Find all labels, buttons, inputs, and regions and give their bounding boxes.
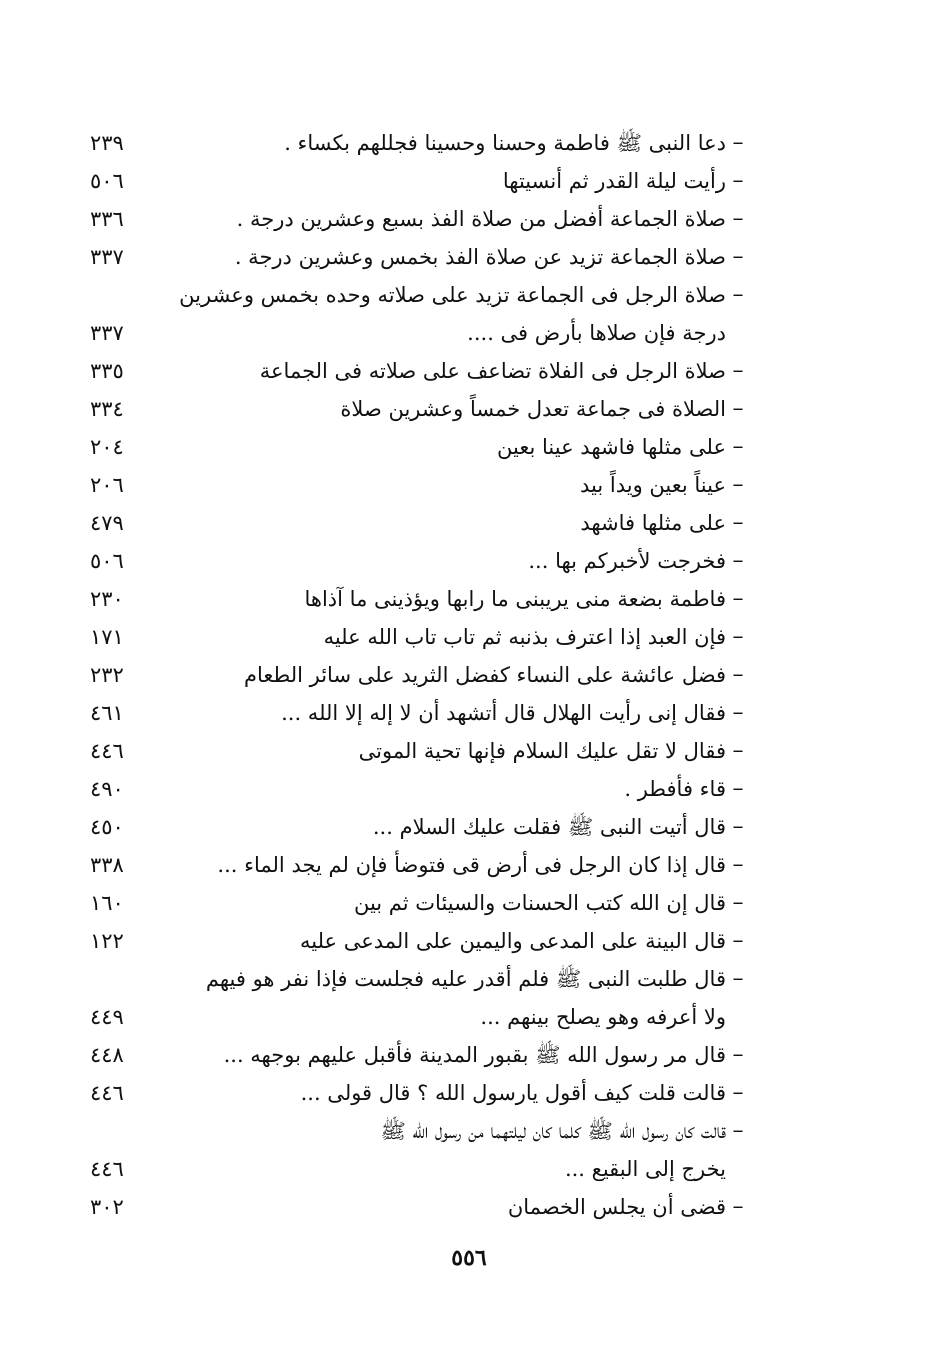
index-entry xyxy=(90,580,750,618)
entry-text: قال طلبت النبى ﷺ فلم أقدر عليه فجلست فإذا نفر هو فيهم xyxy=(205,967,726,991)
entry-text: فاطمة بضعة منى يريبنى ما رابها ويؤذينى ما آذاها xyxy=(304,587,726,611)
index-entry xyxy=(90,276,750,314)
entry-dash: – xyxy=(732,282,744,307)
entry-dash: – xyxy=(732,396,744,421)
entry-text: قال إذا كان الرجل فى أرض قى فتوضأ فإن لم يجد الماء ... xyxy=(217,853,726,877)
entry-page-number: ٢٠٦ xyxy=(90,473,124,497)
entry-page-number: ٢٣٠ xyxy=(90,587,124,611)
entry-text: قضى أن يجلس الخصمان xyxy=(507,1195,726,1219)
entry-text: دعا النبى ﷺ فاطمة وحسنا وحسينا فجللهم بكساء . xyxy=(284,131,726,155)
entry-text: رأيت ليلة القدر ثم أنسيتها xyxy=(502,169,726,193)
entry-dash: – xyxy=(732,1042,744,1067)
entry-page-number: ٤٤٩ xyxy=(90,1005,124,1029)
entry-page-number: ٣٣٥ xyxy=(90,359,124,383)
entry-dash: – xyxy=(732,852,744,877)
entry-page-number: ٢٣٩ xyxy=(90,131,124,155)
index-entry xyxy=(90,922,750,960)
index-entry xyxy=(90,884,750,922)
entry-text: قالت قلت كيف أقول يارسول الله ؟ قال قولى ... xyxy=(300,1081,726,1105)
entry-dash: – xyxy=(732,928,744,953)
entry-text: فقال إنى رأيت الهلال قال أتشهد أن لا إله إلا الله ... xyxy=(281,701,726,725)
page-number: ٥٥٦ xyxy=(451,1245,487,1271)
entry-page-number: ٤٤٦ xyxy=(90,1157,124,1181)
entry-dash: – xyxy=(732,1118,744,1143)
entry-page-number: ١٦٠ xyxy=(90,891,124,915)
entry-dash: – xyxy=(732,206,744,231)
index-entry xyxy=(90,428,750,466)
index-entry xyxy=(90,1112,750,1150)
index-entry xyxy=(90,998,750,1036)
index-entry xyxy=(90,846,750,884)
index-entry xyxy=(90,352,750,390)
entry-page-number: ٤٦١ xyxy=(90,701,124,725)
entry-text: عيناً بعين ويداً بيد xyxy=(580,473,726,497)
entry-dash: – xyxy=(732,662,744,687)
entry-page-number: ٣٠٢ xyxy=(90,1195,124,1219)
index-entry xyxy=(90,732,750,770)
entry-dash: – xyxy=(732,472,744,497)
entry-text: على مثلها فاشهد xyxy=(580,511,726,535)
entry-page-number: ٤٤٦ xyxy=(90,1081,124,1105)
entry-dash: – xyxy=(732,168,744,193)
index-entry xyxy=(90,1150,750,1188)
entry-page-number: ٣٣٨ xyxy=(90,853,124,877)
index-entry xyxy=(90,314,750,352)
entry-dash: – xyxy=(732,130,744,155)
index-entry xyxy=(90,1188,750,1226)
index-entry xyxy=(90,124,750,162)
entry-text: الصلاة فى جماعة تعدل خمساً وعشرين صلاة xyxy=(340,397,726,421)
entry-dash: – xyxy=(732,966,744,991)
entry-dash: – xyxy=(732,510,744,535)
entry-dash: – xyxy=(732,358,744,383)
entry-text: فإن العبد إذا اعترف بذنبه ثم تاب تاب الله عليه xyxy=(323,625,726,649)
entry-dash: – xyxy=(732,244,744,269)
entry-text: صلاة الجماعة تزيد عن صلاة الفذ بخمس وعشرين درجة . xyxy=(234,245,726,269)
entry-text: قال أتيت النبى ﷺ فقلت عليك السلام ... xyxy=(372,815,726,839)
entry-dash: – xyxy=(732,548,744,573)
entry-text: على مثلها فاشهد عينا بعين xyxy=(497,435,726,459)
entry-text: ولا أعرفه وهو يصلح بينهم ... xyxy=(480,1005,726,1029)
entry-page-number: ٢٠٤ xyxy=(90,435,124,459)
entry-page-number: ٤٩٠ xyxy=(90,777,124,801)
entry-text: صلاة الجماعة أفضل من صلاة الفذ بسبع وعشرين درجة . xyxy=(236,207,726,231)
entry-text: فقال لا تقل عليك السلام فإنها تحية الموتى xyxy=(358,739,726,763)
index-entry xyxy=(90,542,750,580)
index-entry xyxy=(90,1074,750,1112)
entry-dash: – xyxy=(732,434,744,459)
entry-page-number: ٤٤٨ xyxy=(90,1043,124,1067)
index-entry xyxy=(90,466,750,504)
entry-text: قال إن الله كتب الحسنات والسيئات ثم بين xyxy=(353,891,726,915)
entry-dash: – xyxy=(732,738,744,763)
entry-page-number: ٣٣٤ xyxy=(90,397,124,421)
hadith-index-list xyxy=(90,124,750,1226)
entry-text: قال مر رسول الله ﷺ بقبور المدينة فأقبل عليهم بوجهه ... xyxy=(223,1043,726,1067)
entry-dash: – xyxy=(732,586,744,611)
entry-text: صلاة الرجل فى الجماعة تزيد على صلاته وحده بخمس وعشرين xyxy=(179,283,726,307)
entry-text: صلاة الرجل فى الفلاة تضاعف على صلاته فى الجماعة xyxy=(259,359,726,383)
entry-dash: – xyxy=(732,624,744,649)
entry-page-number: ٤٤٦ xyxy=(90,739,124,763)
index-entry xyxy=(90,162,750,200)
index-entry xyxy=(90,200,750,238)
entry-text: درجة فإن صلاها بأرض فى .... xyxy=(467,321,726,345)
entry-page-number: ٣٣٦ xyxy=(90,207,124,231)
entry-page-number: ١٧١ xyxy=(90,625,124,649)
entry-page-number: ٥٠٦ xyxy=(90,549,124,573)
entry-text: قالت كان رسول الله ﷺ كلما كان ليلتهما من رسول الله ﷺ xyxy=(380,1119,726,1143)
entry-dash: – xyxy=(732,890,744,915)
entry-text: فضل عائشة على النساء كفضل الثريد على سائر الطعام xyxy=(243,663,726,687)
entry-page-number: ١٢٢ xyxy=(90,929,124,953)
entry-page-number: ٤٥٠ xyxy=(90,815,124,839)
entry-dash: – xyxy=(732,700,744,725)
entry-dash: – xyxy=(732,1080,744,1105)
index-entry xyxy=(90,504,750,542)
index-entry xyxy=(90,960,750,998)
index-entry xyxy=(90,238,750,276)
entry-dash: – xyxy=(732,814,744,839)
index-entry xyxy=(90,1036,750,1074)
entry-text: قاء فأفطر . xyxy=(624,777,726,801)
index-entry xyxy=(90,808,750,846)
index-entry xyxy=(90,770,750,808)
entry-text: قال البينة على المدعى واليمين على المدعى عليه xyxy=(299,929,726,953)
entry-page-number: ٥٠٦ xyxy=(90,169,124,193)
entry-dash: – xyxy=(732,776,744,801)
index-entry xyxy=(90,390,750,428)
entry-page-number: ٢٣٢ xyxy=(90,663,124,687)
entry-text: فخرجت لأخبركم بها ... xyxy=(528,549,726,573)
entry-page-number: ٤٧٩ xyxy=(90,511,124,535)
entry-text: يخرج إلى البقيع ... xyxy=(564,1157,726,1181)
index-entry xyxy=(90,656,750,694)
entry-page-number: ٣٣٧ xyxy=(90,321,124,345)
entry-page-number: ٣٣٧ xyxy=(90,245,124,269)
index-entry xyxy=(90,694,750,732)
index-entry xyxy=(90,618,750,656)
entry-dash: – xyxy=(732,1194,744,1219)
